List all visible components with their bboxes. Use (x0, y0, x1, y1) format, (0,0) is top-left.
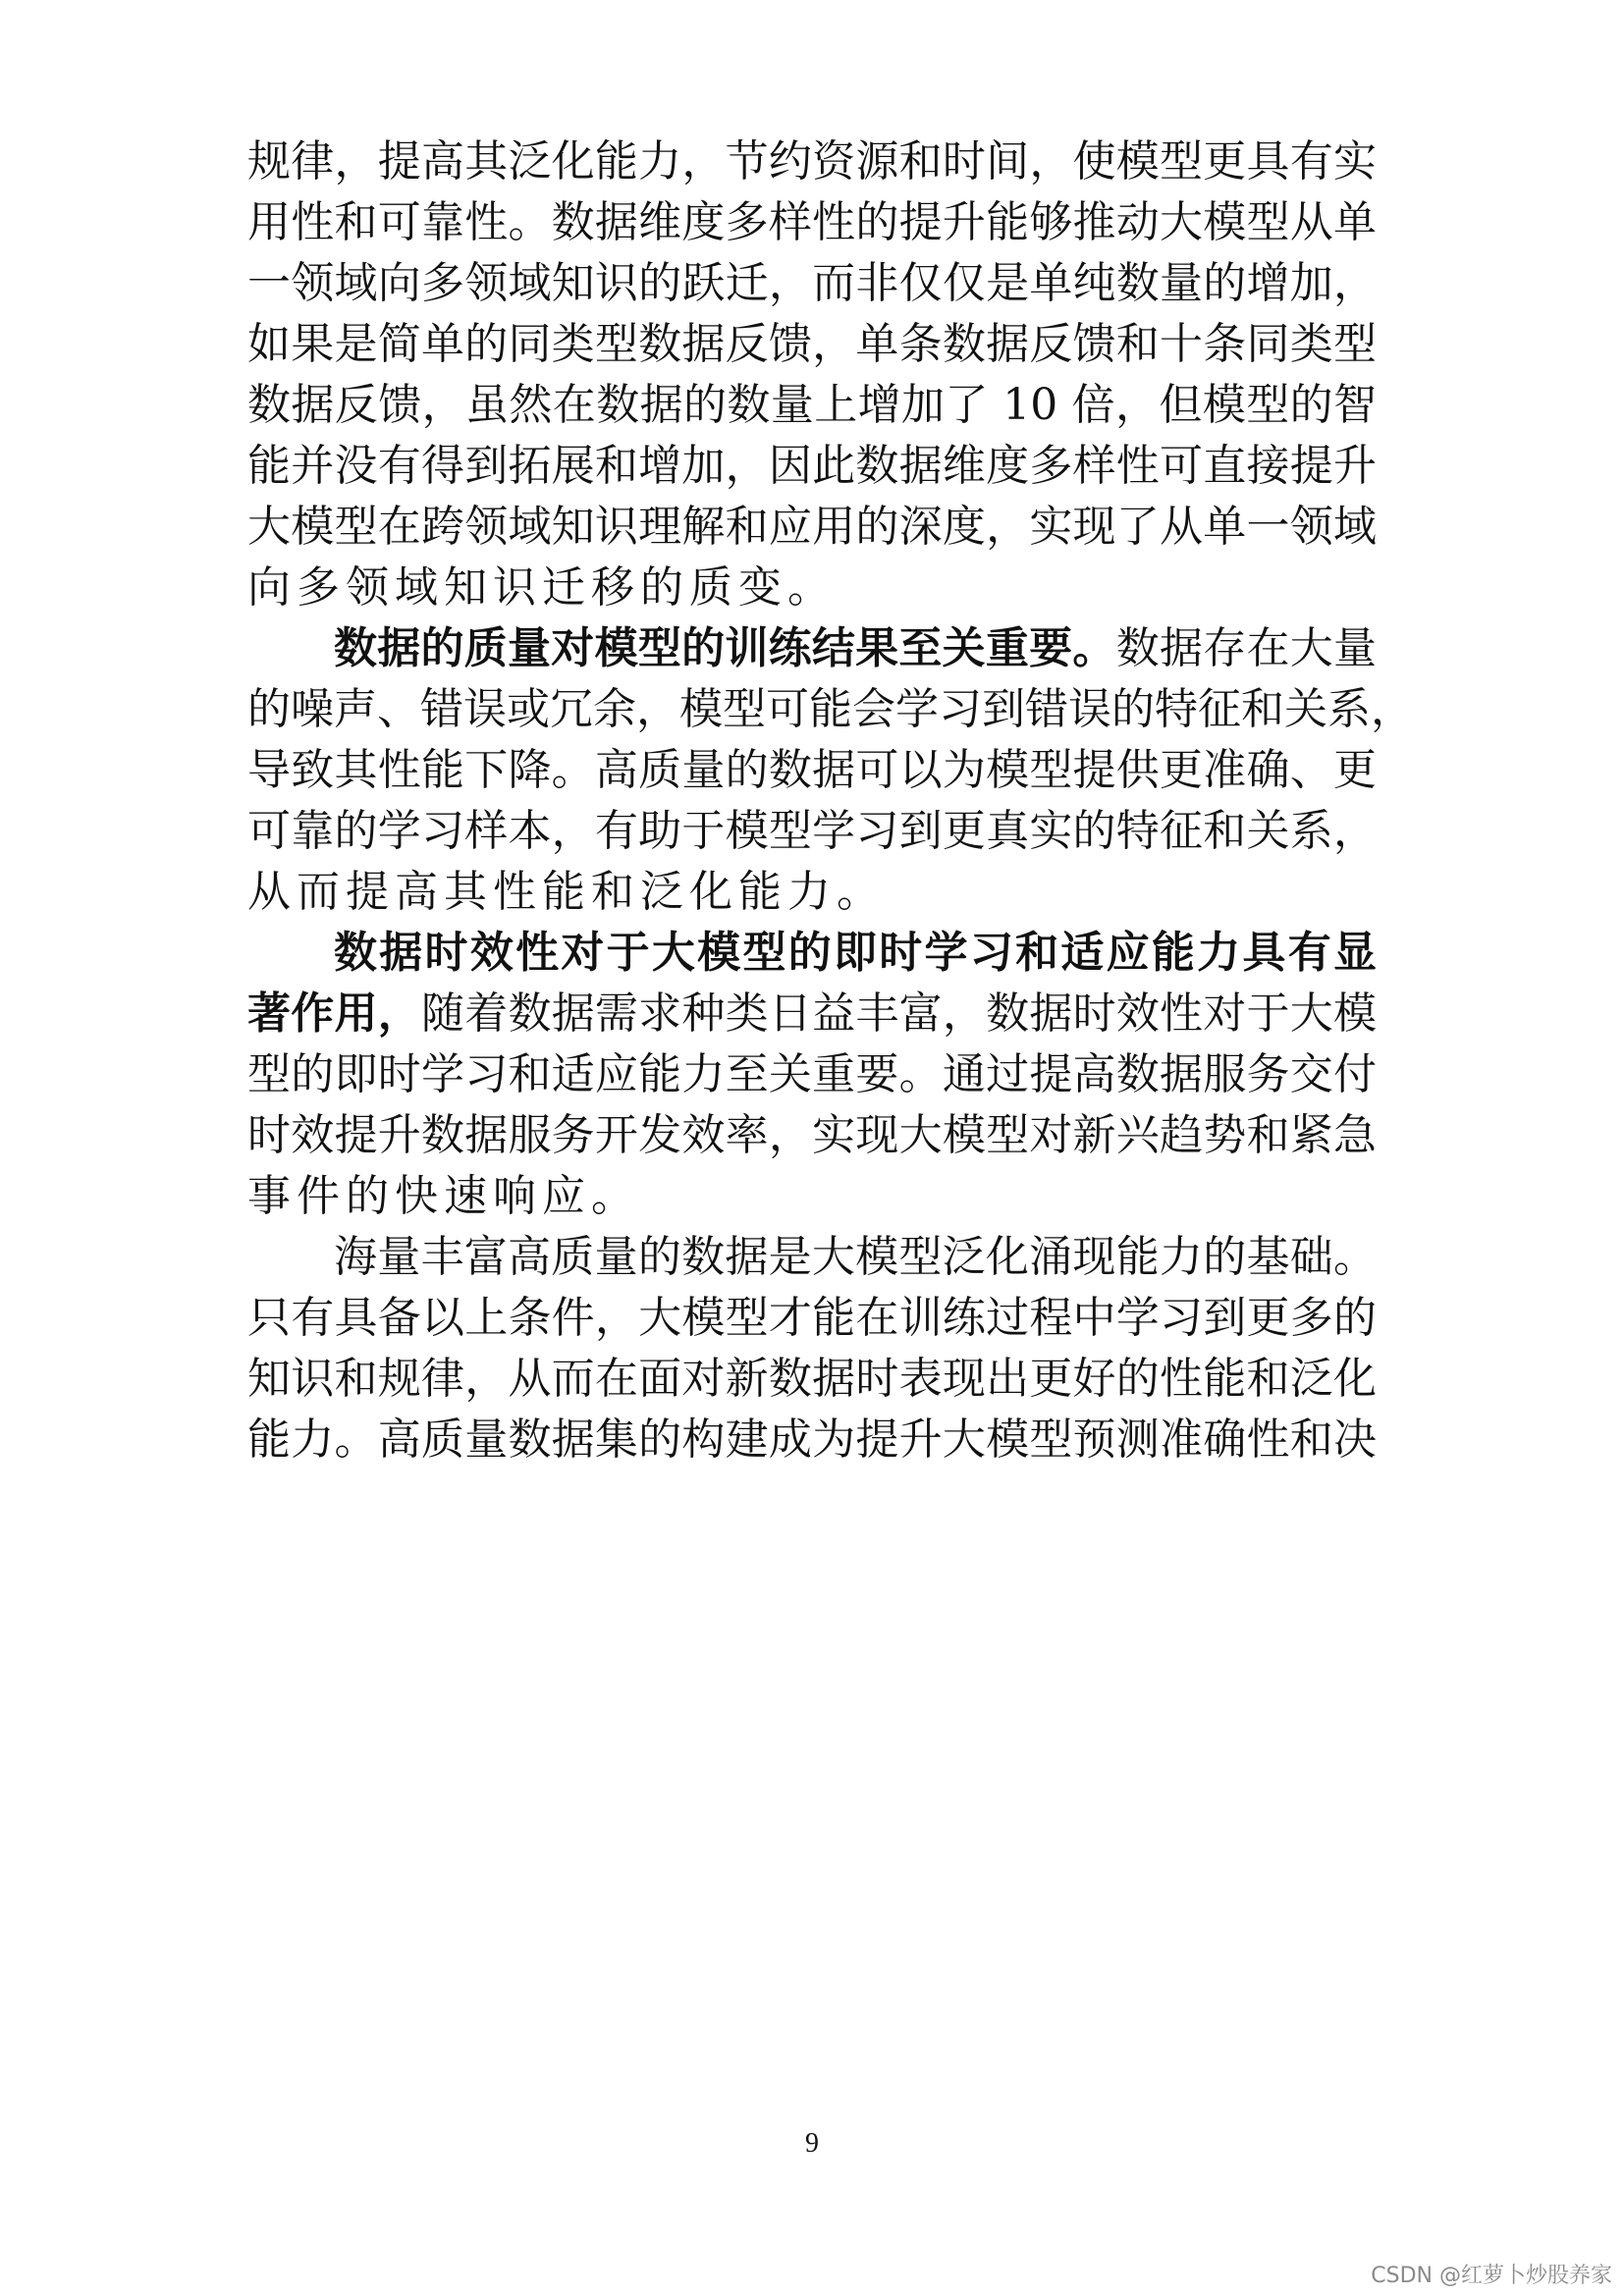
bold-lead-sentence: 数据时效性对于大模型的即时学习和适应能力具有显 (334, 928, 1377, 978)
text-line: 导致其性能下降。高质量的数据可以为模型提供更准确、更 (247, 745, 1377, 795)
text-line: 能并没有得到拓展和增加，因此数据维度多样性可直接提升 (247, 441, 1377, 491)
bold-lead-sentence: 著作用， (247, 988, 421, 1039)
page-number: 9 (805, 2128, 819, 2159)
text-line: 海量丰富高质量的数据是大模型泛化涌现能力的基础。 (334, 1232, 1377, 1282)
bold-lead-sentence: 数据的质量对模型的训练结果至关重要。 (334, 623, 1116, 673)
text-line: 一领域向多领域知识的跃迁，而非仅仅是单纯数量的增加， (247, 258, 1377, 308)
text-line: 型的即时学习和适应能力至关重要。通过提高数据服务交付 (247, 1049, 1377, 1099)
text-line: 可靠的学习样本，有助于模型学习到更真实的特征和关系， (247, 806, 1377, 856)
text-line: 规律，提高其泛化能力，节约资源和时间，使模型更具有实 (247, 136, 1377, 187)
text-line: 只有具备以上条件，大模型才能在训练过程中学习到更多的 (247, 1293, 1377, 1343)
text-span: 随着数据需求种类日益丰富，数据时效性对于大模 (420, 988, 1378, 1039)
text-line: 时效提升数据服务开发效率，实现大模型对新兴趋势和紧急 (247, 1110, 1377, 1160)
text-line: 用性和可靠性。数据维度多样性的提升能够推动大模型从单 (247, 197, 1377, 247)
text-line: 从而提高其性能和泛化能力。 (247, 867, 886, 917)
text-line: 数据反馈，虽然在数据的数量上增加了 10 倍，但模型的智 (247, 380, 1377, 430)
text-line: 的噪声、错误或冗余，模型可能会学习到错误的特征和关系， (247, 684, 1414, 734)
text-line: 事件的快速响应。 (247, 1171, 640, 1221)
text-line: 大模型在跨领域知识理解和应用的深度，实现了从单一领域 (247, 502, 1377, 552)
text-line (334, 616, 1377, 681)
text-line: 向多领域知识迁移的质变。 (247, 562, 837, 613)
watermark: CSDN @红萝卜炒股养家 (1371, 2264, 1612, 2288)
text-span: 数据存在大量 (1115, 623, 1378, 673)
text-line: 知识和规律，从而在面对新数据时表现出更好的性能和泛化 (247, 1354, 1377, 1404)
text-line (247, 982, 1377, 1046)
text-line: 能力。高质量数据集的构建成为提升大模型预测准确性和决 (247, 1415, 1377, 1465)
text-line: 如果是简单的同类型数据反馈，单条数据反馈和十条同类型 (247, 319, 1377, 369)
